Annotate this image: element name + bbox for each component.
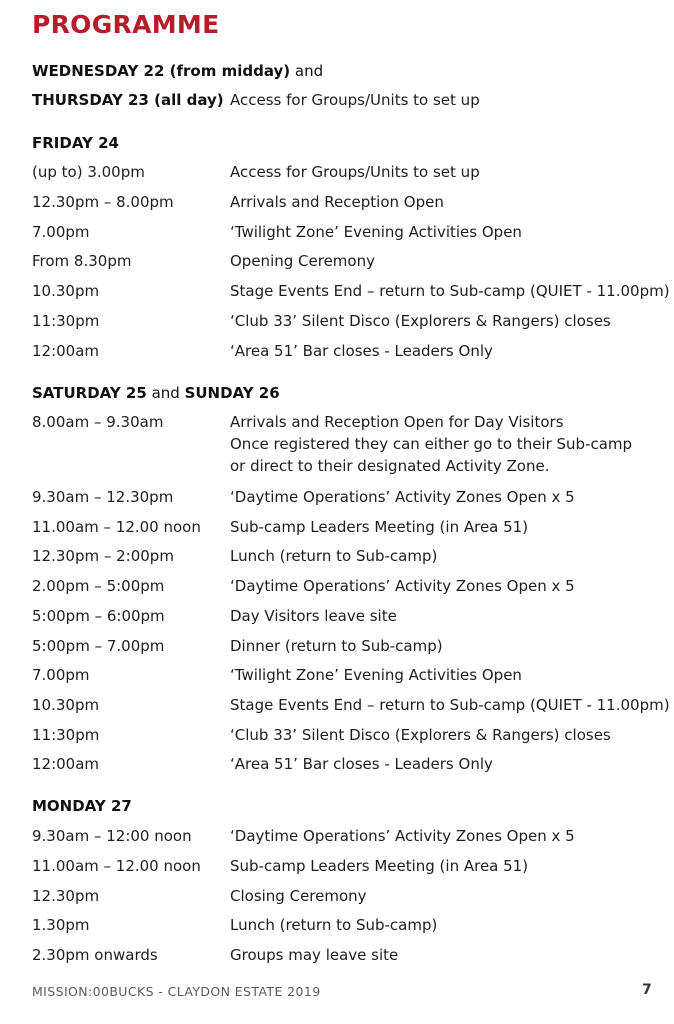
- wednesday-label: WEDNESDAY 22 (from midday): [32, 62, 291, 80]
- schedule-desc: Access for Groups/Units to set up: [230, 163, 480, 181]
- schedule-time: 5:00pm – 6:00pm: [32, 606, 165, 625]
- wednesday-heading: [32, 61, 662, 81]
- page-number: 7: [642, 982, 652, 998]
- schedule-desc: Sub-camp Leaders Meeting (in Area 51): [230, 856, 529, 875]
- schedule-desc-line: or direct to their designated Activity Zone.: [230, 457, 550, 475]
- schedule-time: 11.00am – 12.00 noon: [32, 856, 201, 875]
- schedule-time: 11.00am – 12.00 noon: [32, 517, 201, 536]
- schedule-desc: Lunch (return to Sub-camp): [230, 916, 438, 935]
- schedule-desc: ‘Area 51’ Bar closes - Leaders Only: [230, 341, 493, 360]
- schedule-time: 12:00am: [32, 341, 100, 360]
- friday-heading: FRIDAY 24: [32, 134, 119, 152]
- footer-title: MISSION:00BUCKS - CLAYDON ESTATE 2019: [32, 984, 321, 999]
- schedule-time: 11:30pm: [32, 312, 100, 330]
- schedule-time: 10.30pm: [32, 282, 100, 301]
- schedule-time: 12:00am: [32, 755, 100, 774]
- schedule-desc-line: Once registered they can either go to their Sub-camp: [230, 435, 633, 453]
- schedule-desc: ‘Twilight Zone’ Evening Activities Open: [230, 222, 522, 241]
- schedule-time: 9.30am – 12.30pm: [32, 488, 174, 506]
- schedule-desc: ‘Club 33’ Silent Disco (Explorers & Rangers) closes: [230, 725, 611, 744]
- schedule-desc: ‘Daytime Operations’ Activity Zones Open x 5: [230, 827, 575, 845]
- schedule-desc: ‘Daytime Operations’ Activity Zones Open x 5: [230, 577, 575, 596]
- schedule-time: 10.30pm: [32, 695, 100, 714]
- schedule-desc: [230, 411, 632, 477]
- schedule-time: (up to) 3.00pm: [32, 163, 145, 181]
- schedule-desc: Stage Events End – return to Sub-camp (QUIET - 11.00pm): [230, 695, 670, 714]
- schedule-desc: Dinner (return to Sub-camp): [230, 636, 443, 655]
- schedule-time: 7.00pm: [32, 666, 90, 685]
- page-title: PROGRAMME: [32, 10, 220, 39]
- schedule-desc: ‘Twilight Zone’ Evening Activities Open: [230, 666, 522, 685]
- schedule-time: 7.00pm: [32, 222, 90, 241]
- schedule-time: 12.30pm – 2:00pm: [32, 547, 174, 566]
- schedule-time: 9.30am – 12:00 noon: [32, 827, 192, 845]
- schedule-time: 12.30pm – 8.00pm: [32, 192, 174, 211]
- schedule-desc: Opening Ceremony: [230, 252, 375, 271]
- schedule-desc-line: Arrivals and Reception Open for Day Visitors: [230, 413, 564, 431]
- schedule-desc: Lunch (return to Sub-camp): [230, 547, 438, 566]
- schedule-time: 2.30pm onwards: [32, 946, 158, 965]
- schedule-time: 11:30pm: [32, 725, 100, 744]
- schedule-desc: ‘Daytime Operations’ Activity Zones Open x 5: [230, 488, 575, 506]
- schedule-time: 12.30pm: [32, 886, 100, 905]
- thursday-desc: Access for Groups/Units to set up: [230, 91, 480, 109]
- schedule-desc: Closing Ceremony: [230, 886, 367, 905]
- schedule-desc: ‘Area 51’ Bar closes - Leaders Only: [230, 755, 493, 774]
- weekend-heading: [32, 383, 662, 403]
- schedule-desc: Arrivals and Reception Open: [230, 192, 444, 211]
- schedule-desc: ‘Club 33’ Silent Disco (Explorers & Rangers) closes: [230, 312, 611, 330]
- weekend-and: and: [146, 384, 185, 402]
- schedule-time: 5:00pm – 7.00pm: [32, 636, 165, 655]
- monday-heading: MONDAY 27: [32, 797, 132, 815]
- sunday-label: SUNDAY 26: [184, 384, 280, 402]
- schedule-time: 1.30pm: [32, 916, 90, 935]
- wednesday-and: and: [290, 62, 324, 80]
- saturday-label: SATURDAY 25: [32, 384, 147, 402]
- schedule-time: 2.00pm – 5:00pm: [32, 577, 165, 596]
- thursday-label: THURSDAY 23 (all day): [32, 91, 224, 109]
- schedule-desc: Day Visitors leave site: [230, 606, 397, 625]
- schedule-desc: Sub-camp Leaders Meeting (in Area 51): [230, 517, 529, 536]
- schedule-time: From 8.30pm: [32, 252, 132, 271]
- schedule-time: 8.00am – 9.30am: [32, 413, 164, 431]
- schedule-desc: Groups may leave site: [230, 946, 399, 965]
- schedule-desc: Stage Events End – return to Sub-camp (QUIET - 11.00pm): [230, 282, 670, 301]
